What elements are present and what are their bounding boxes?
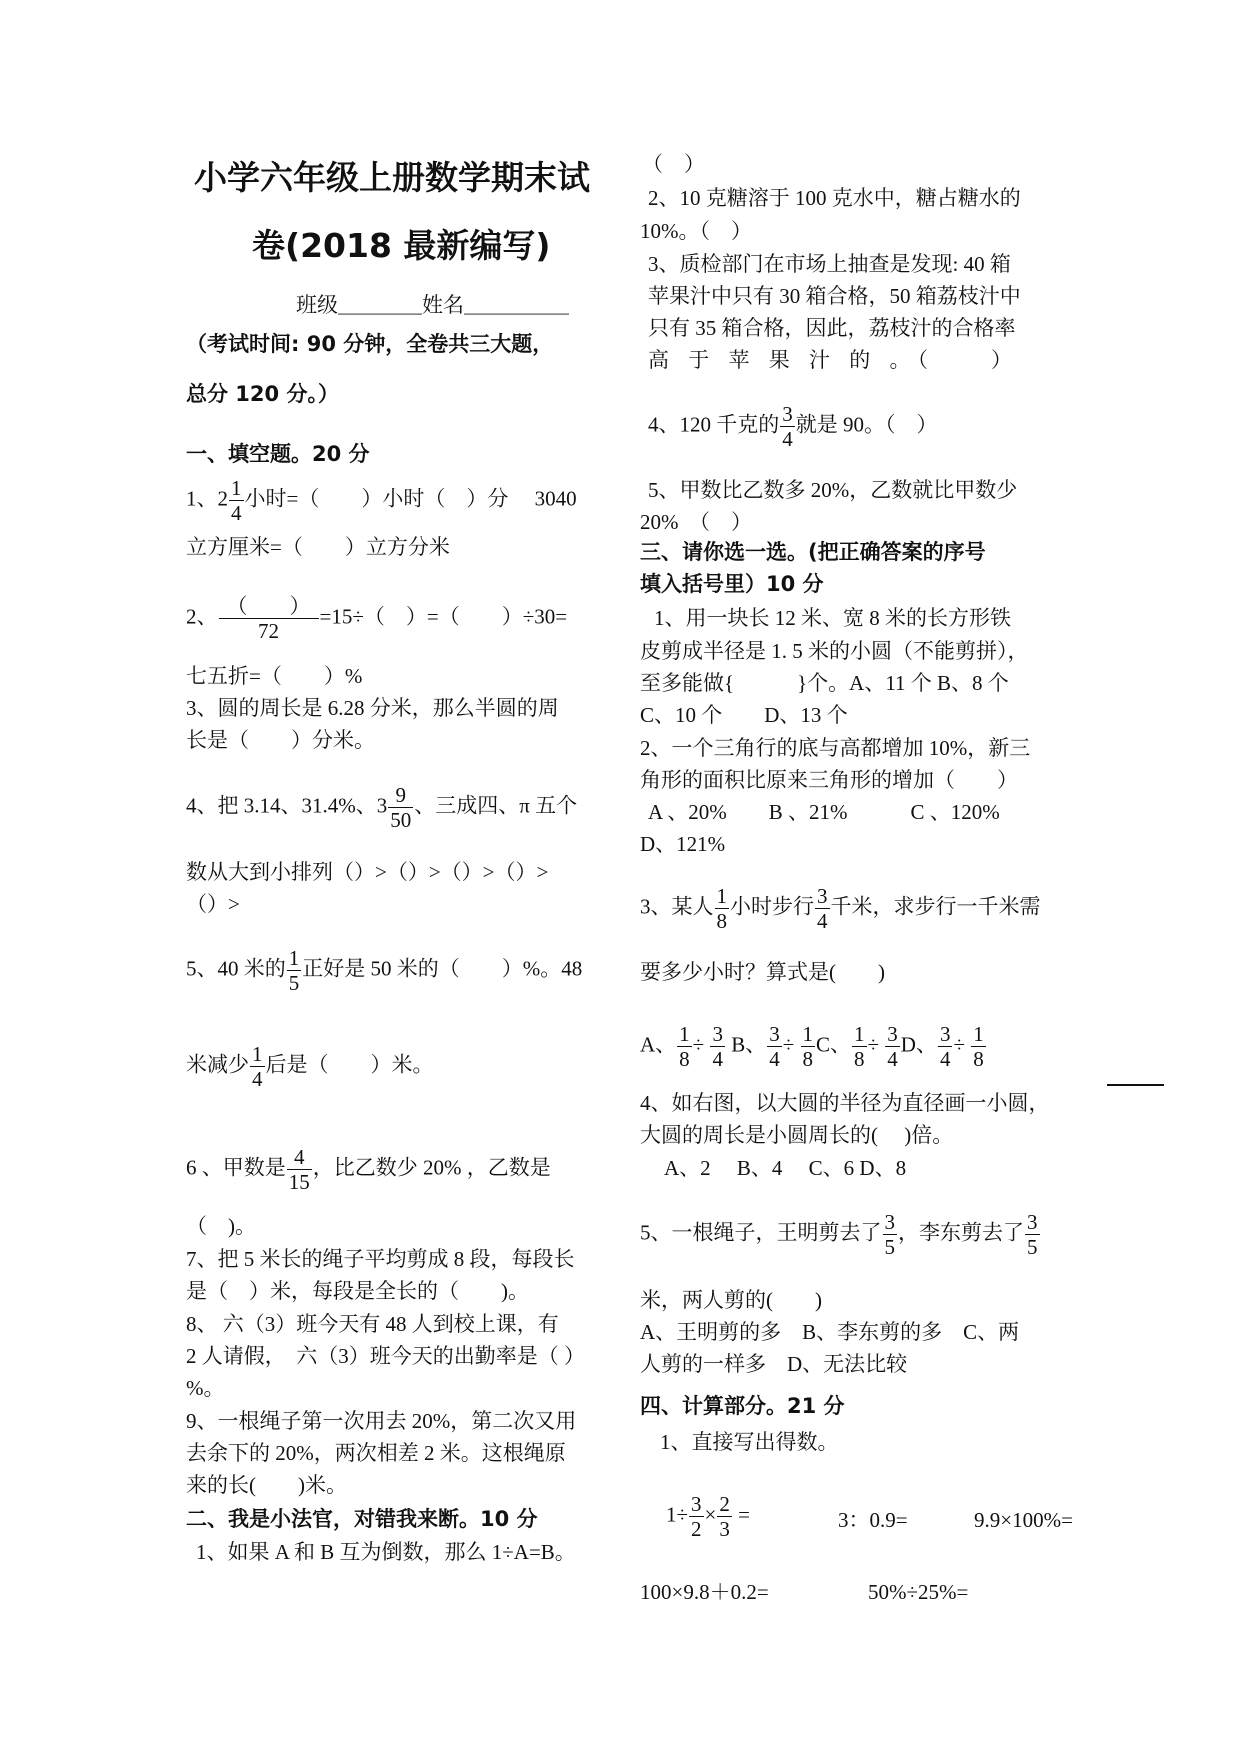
q1-7-line1: 7、把 5 米长的绳子平均剪成 8 段，每段长 <box>186 1247 575 1271</box>
exam-info-line1: （考试时间: 90 分钟，全卷共三大题， <box>186 332 554 356</box>
q2-1-line1: 1、如果 A 和 B 互为倒数，那么 1÷A=B。 <box>196 1540 576 1564</box>
q3-2-line4: D、121% <box>640 832 726 856</box>
q1-9-line3: 来的长( )米。 <box>186 1473 347 1497</box>
q1-2-line1: 2、 （ ） 72 =15÷（ ）=（ ）÷30= <box>186 594 568 643</box>
fraction: $\frac{3}{5}$ <box>884 1210 895 1259</box>
q1-9-line1: 9、一根绳子第一次用去 20%，第二次又用 <box>186 1409 577 1433</box>
q1-3-line2: 长是（ ）分米。 <box>186 728 375 752</box>
calc-e4: 100×9.8＋0.2= <box>640 1580 769 1604</box>
q1-6-line2: （ )。 <box>186 1214 256 1238</box>
exam-info-line2: 总分 120 分。） <box>186 382 339 406</box>
q3-5-line1: 5、一根绳子，王明剪去了 $\frac{3}{5}$ ，李东剪去了 $\frac{3}{5}$ <box>640 1210 1038 1259</box>
q2-1-line2: （ ） <box>642 152 705 176</box>
section3-heading: 三、请你选一选。(把正确答案的序号 <box>640 540 986 564</box>
section1-heading: 一、填空题。20 分 <box>186 442 370 466</box>
q1-3-line1: 3、圆的周长是 6.28 分米，那么半圆的周 <box>186 696 559 720</box>
fraction: $\frac{4}{15}$ <box>288 1145 310 1194</box>
section3-heading-line2: 填入括号里）10 分 <box>640 572 824 596</box>
section2-heading: 二、我是小法官，对错我来断。10 分 <box>186 1507 538 1531</box>
fraction: $\frac{1}{5}$ <box>288 946 300 995</box>
q1-2-line2: 七五折=（ ）% <box>186 664 363 688</box>
q1-9-line2: 去余下的 20%，两次相差 2 米。这根绳原 <box>186 1441 566 1465</box>
q1-4-line2: 数从大到小排列（）>（）>（）>（）> <box>186 860 549 884</box>
q1-1-line2: 立方厘米=（ ）立方分米 <box>186 535 450 559</box>
fraction: （ ） 72 <box>219 594 319 643</box>
q1-6-line1: 6 、甲数是 $\frac{4}{15}$ ，比乙数少 20% ，乙数是 <box>186 1145 551 1194</box>
calc-e2: 3：0.9= <box>838 1508 908 1532</box>
q3-3-line2: 要多少小时？算式是( ) <box>640 960 885 984</box>
page-title-line2: 卷(2018 最新编写) <box>252 226 551 265</box>
option-d: D、 <box>900 1032 937 1057</box>
calc-e5: 50%÷25%= <box>868 1580 969 1604</box>
fraction: $\frac{1}{4}$ <box>231 476 242 525</box>
q3-5-line4: 人剪的一样多 D、无法比较 <box>640 1352 908 1376</box>
q3-3-options: A、 $\frac{1}{8}$ ÷ $\frac{3}{4}$ B、 $\frac{3}{4}$ ÷ $\frac{1}{8}$ C、 $\frac{1}{8}$ ÷ $\frac{3}{4}$ D、 $\frac{3}{4}$ ÷ $\frac{1}{8}$ <box>640 1022 984 1071</box>
q3-1-line3: 至多能做{ }个。A、11 个 B、8 个 <box>640 671 1009 695</box>
divider-line <box>1107 1084 1164 1086</box>
fraction: $\frac{1}{8}$ <box>716 884 727 933</box>
q2-5-line1: 5、甲数比乙数多 20%，乙数就比甲数少 <box>648 478 1018 502</box>
q3-4-line1: 4、如右图，以大圆的半径为直径画一小圆， <box>640 1091 1050 1115</box>
page-title: 小学六年级上册数学期末试 <box>194 158 590 197</box>
q3-1-line1: 1、用一块长 12 米、宽 8 米的长方形铁 <box>654 606 1011 630</box>
class-name-line: 班级＿＿＿＿姓名＿＿＿＿＿ <box>296 293 569 317</box>
q3-1-line2: 皮剪成半径是 1. 5 米的小圆（不能剪拼）， <box>640 639 1029 663</box>
q2-4-line: 4、120 千克的 $\frac{3}{4}$ 就是 90。（ ） <box>648 402 938 451</box>
q2-5-line2: 20% （ ） <box>640 510 752 534</box>
option-b: B、 <box>731 1032 767 1057</box>
calc-e3: 9.9×100%= <box>974 1508 1073 1532</box>
q2-3-line4: 高 于 苹 果 汁 的 。（ ） <box>648 348 1019 372</box>
q3-2-line1: 2、一个三角行的底与高都增加 10%，新三 <box>640 736 1031 760</box>
fraction: $\frac{3}{5}$ <box>1027 1210 1038 1259</box>
section4-heading: 四、计算部分。21 分 <box>640 1394 845 1418</box>
fraction: $\frac{3}{4}$ <box>817 884 828 933</box>
section4-sub1: 1、直接写出得数。 <box>660 1430 839 1454</box>
q2-2-line2: 10%。（ ） <box>640 219 752 243</box>
q3-1-line4: C、10 个 D、13 个 <box>640 703 848 727</box>
q3-2-line2: 角形的面积比原来三角形的增加（ ） <box>640 768 1018 792</box>
q3-5-line3: A、王明剪的多 B、李东剪的多 C、两 <box>640 1320 1020 1344</box>
q2-3-line2: 苹果汁中只有 30 箱合格，50 箱荔枝汁中 <box>648 284 1021 308</box>
q1-4-line3: （）> <box>186 892 240 916</box>
q3-4-line2: 大圆的周长是小圆周长的( )倍。 <box>640 1123 954 1147</box>
q2-3-line1: 3、质检部门在市场上抽查是发现: 40 箱 <box>648 252 1011 276</box>
q3-2-line3: A 、20% B 、21% C 、120% <box>648 800 1000 824</box>
q1-8-line1: 8、 六（3）班今天有 48 人到校上课，有 <box>186 1312 559 1336</box>
q1-5-line1: 5、40 米的 $\frac{1}{5}$ 正好是 50 米的（ ）%。48 <box>186 946 583 995</box>
q1-7-line2: 是（ ）米，每段是全长的（ )。 <box>186 1279 529 1303</box>
q1-5-line2: 米减少 $\frac{1}{4}$ 后是（ ）米。 <box>186 1042 434 1091</box>
option-a: A、 <box>640 1032 677 1057</box>
fraction: $\frac{3}{4}$ <box>782 402 793 451</box>
q2-2-line1: 2、10 克糖溶于 100 克水中，糖占糖水的 <box>648 186 1021 210</box>
q3-4-line3: A、2 B、4 C、6 D、8 <box>664 1156 907 1180</box>
q1-8-line2: 2 人请假， 六（3）班今天的出勤率是（ ） <box>186 1344 585 1368</box>
q3-5-line2: 米，两人剪的( ) <box>640 1288 822 1312</box>
q1-8-line3: %。 <box>186 1376 225 1400</box>
q3-3-line1: 3、某人 $\frac{1}{8}$ 小时步行 $\frac{3}{4}$ 千米，求步行一千米需 <box>640 884 1041 933</box>
calc-row1: 1÷ $\frac{3}{2}$ × $\frac{2}{3}$ = <box>666 1492 750 1541</box>
q1-4-line1: 4、把 3.14、31.4%、3 $\frac{9}{50}$ 、三成四、π 五个 <box>186 783 578 832</box>
fraction: $\frac{9}{50}$ <box>390 783 412 832</box>
q2-3-line3: 只有 35 箱合格，因此，荔枝汁的合格率 <box>648 316 1016 340</box>
fraction: $\frac{1}{4}$ <box>252 1042 263 1091</box>
option-c: C、 <box>816 1032 852 1057</box>
q1-1-line1: 1、2 $\frac{1}{4}$ 小时=（ ）小时（ ）分 3040 <box>186 476 577 525</box>
